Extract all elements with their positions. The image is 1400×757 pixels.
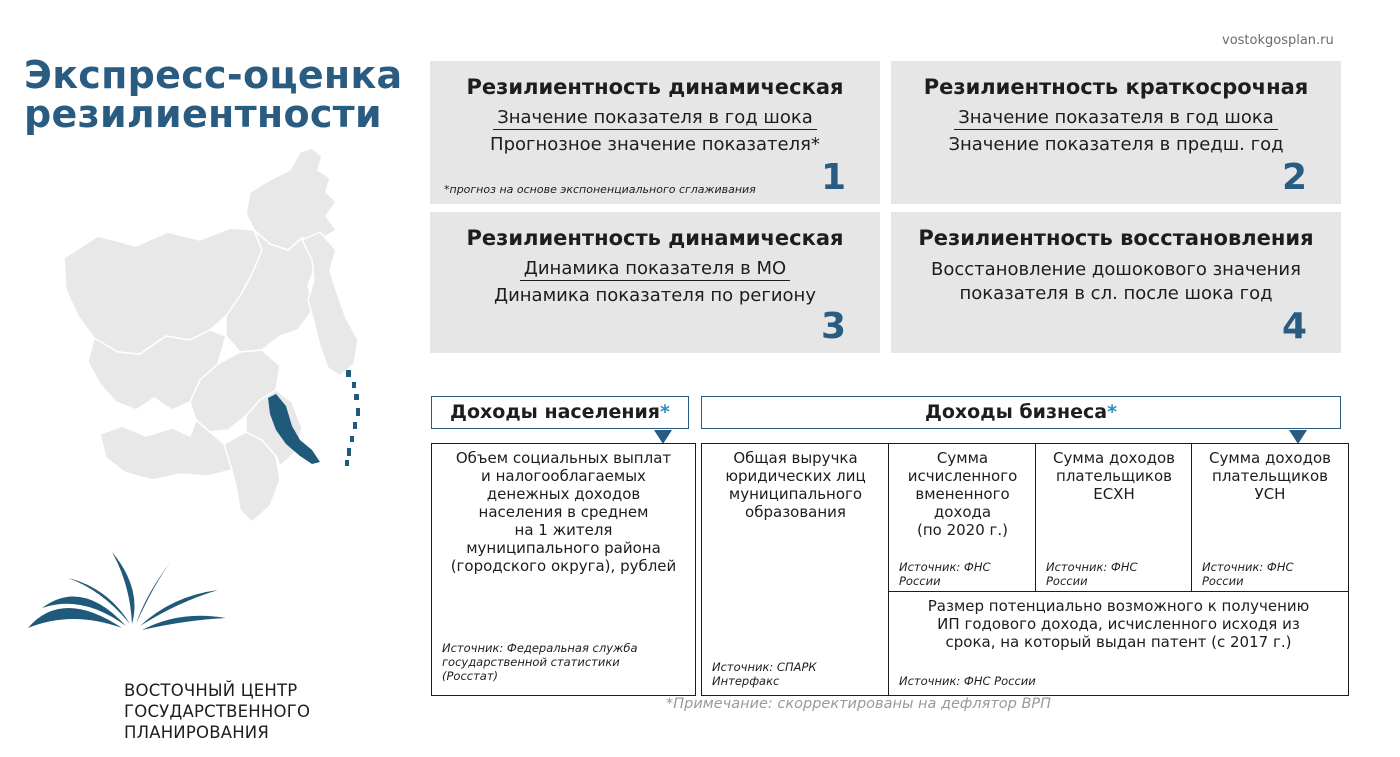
- page-title: [24, 53, 403, 136]
- text-line: (Росстат): [442, 669, 499, 683]
- population-income-box: [431, 443, 696, 696]
- formula-denominator: Динамика показателя по региону: [494, 285, 816, 306]
- russian-far-east-map-icon: [40, 140, 370, 540]
- formula-denominator: Прогнозное значение показателя*: [490, 134, 820, 155]
- indicator-source: [1046, 560, 1138, 588]
- patent-income-box: [888, 591, 1349, 696]
- title-line-2: резилиентности: [24, 92, 382, 136]
- text-line: ИП годового дохода, исчисленного исходя из: [937, 615, 1300, 633]
- formula-numerator: Значение показателя в год шока: [493, 107, 817, 130]
- header-label: Доходы населения: [450, 401, 661, 423]
- text-line: Источник: Федеральная служба: [442, 641, 638, 655]
- card-title: Резилиентность восстановления: [918, 226, 1314, 250]
- text-line: вмененного: [915, 485, 1010, 503]
- business-income-header: [701, 396, 1341, 429]
- text-line: Сумма доходов: [1053, 449, 1175, 467]
- map-kuril-islands: [345, 370, 360, 466]
- text-line: и налогооблагаемых: [481, 467, 646, 485]
- text-line: Размер потенциально возможного к получению: [927, 597, 1310, 615]
- org-name-line-3: ПЛАНИРОВАНИЯ: [124, 723, 270, 742]
- indicator-source: [442, 641, 638, 683]
- card-resilience-dynamic-forecast: [430, 61, 880, 204]
- forecast-note: *прогноз на основе экспоненциального сглаживания: [444, 183, 756, 196]
- text-line: России: [1046, 574, 1088, 588]
- text-line: Источник: ФНС: [899, 560, 991, 574]
- text-line: дохода: [933, 503, 992, 521]
- formula: [430, 107, 880, 155]
- text-line: плательщиков: [1056, 467, 1172, 485]
- text-line: Сумма доходов: [1209, 449, 1331, 467]
- formula-denominator: Значение показателя в предш. год: [948, 134, 1284, 155]
- card-resilience-dynamic-region: [430, 212, 880, 353]
- text-line: Общая выручка: [733, 449, 858, 467]
- indicator-description: [893, 597, 1344, 651]
- triangle-down-icon: [654, 430, 672, 444]
- eshn-payers-income-box: [1035, 443, 1193, 593]
- title-line-1: Экспресс-оценка: [24, 53, 403, 97]
- indicator-description: [893, 449, 1032, 539]
- text-line: муниципального района: [466, 539, 661, 557]
- indicator-source: [1202, 560, 1294, 588]
- text-line: на 1 жителя: [514, 521, 613, 539]
- card-number: 3: [820, 306, 846, 347]
- text-line: образования: [745, 503, 846, 521]
- organization-name: [124, 680, 310, 743]
- card-description-line-2: показателя в сл. после шока год: [959, 283, 1273, 304]
- card-title: Резилиентность краткосрочная: [923, 75, 1309, 99]
- text-line: России: [1202, 574, 1244, 588]
- card-number: 1: [820, 157, 846, 198]
- text-line: плательщиков: [1212, 467, 1328, 485]
- text-line: Объем социальных выплат: [455, 449, 672, 467]
- text-line: исчисленного: [907, 467, 1018, 485]
- text-line: Источник: ФНС: [1046, 560, 1138, 574]
- header-asterisk: *: [660, 401, 670, 423]
- indicator-description: [706, 449, 885, 521]
- text-line: срока, на который выдан патент (с 2017 г.): [945, 633, 1292, 651]
- text-line: населения в среднем: [478, 503, 649, 521]
- card-number: 4: [1281, 306, 1307, 347]
- text-line: Интерфакс: [712, 674, 780, 688]
- indicator-description: [436, 449, 691, 575]
- indicator-source: [899, 560, 991, 588]
- triangle-down-icon: [1289, 430, 1307, 444]
- indicator-description: [1040, 449, 1188, 503]
- legal-entities-revenue-box: [701, 443, 890, 696]
- text-line: УСН: [1254, 485, 1286, 503]
- footnote: *Примечание: скорректированы на дефлятор ВРП: [666, 696, 1052, 712]
- population-income-header: [431, 396, 689, 429]
- text-line: Источник: СПАРК: [712, 660, 817, 674]
- text-line: государственной статистики: [442, 655, 620, 669]
- text-line: России: [899, 574, 941, 588]
- card-resilience-short-term: [891, 61, 1341, 204]
- site-url[interactable]: vostokgosplan.ru: [1222, 33, 1334, 48]
- text-line: юридических лиц: [725, 467, 866, 485]
- card-number: 2: [1281, 157, 1307, 198]
- text-line: (по 2020 г.): [916, 521, 1009, 539]
- formula-numerator: Динамика показателя в МО: [520, 258, 790, 281]
- formula: [891, 107, 1341, 155]
- indicator-source: [899, 674, 1036, 688]
- usn-payers-income-box: [1191, 443, 1349, 593]
- formula-numerator: Значение показателя в год шока: [954, 107, 1278, 130]
- text-line: муниципального: [728, 485, 863, 503]
- card-title: Резилиентность динамическая: [466, 226, 844, 250]
- formula: [430, 258, 880, 306]
- card-title: Резилиентность динамическая: [466, 75, 844, 99]
- lotus-logo-icon: [22, 548, 232, 644]
- imputed-income-box: [888, 443, 1037, 593]
- org-name-line-1: ВОСТОЧНЫЙ ЦЕНТР: [124, 681, 298, 700]
- header-asterisk: *: [1107, 401, 1118, 423]
- text-line: Сумма: [936, 449, 989, 467]
- text-line: денежных доходов: [486, 485, 641, 503]
- indicator-source: [712, 660, 817, 688]
- card-description-line-1: Восстановление дошокового значения: [931, 259, 1301, 280]
- card-resilience-recovery: [891, 212, 1341, 353]
- header-label: Доходы бизнеса: [924, 401, 1108, 423]
- text-line: Источник: ФНС: [1202, 560, 1294, 574]
- text-line: ЕСХН: [1093, 485, 1135, 503]
- indicator-description: [1196, 449, 1344, 503]
- text-line: (городского округа), рублей: [450, 557, 677, 575]
- org-name-line-2: ГОСУДАРСТВЕННОГО: [124, 702, 311, 721]
- map-region-kamchatka: [302, 232, 358, 376]
- text-line: Источник: ФНС России: [899, 674, 1036, 688]
- card-description: [891, 258, 1341, 306]
